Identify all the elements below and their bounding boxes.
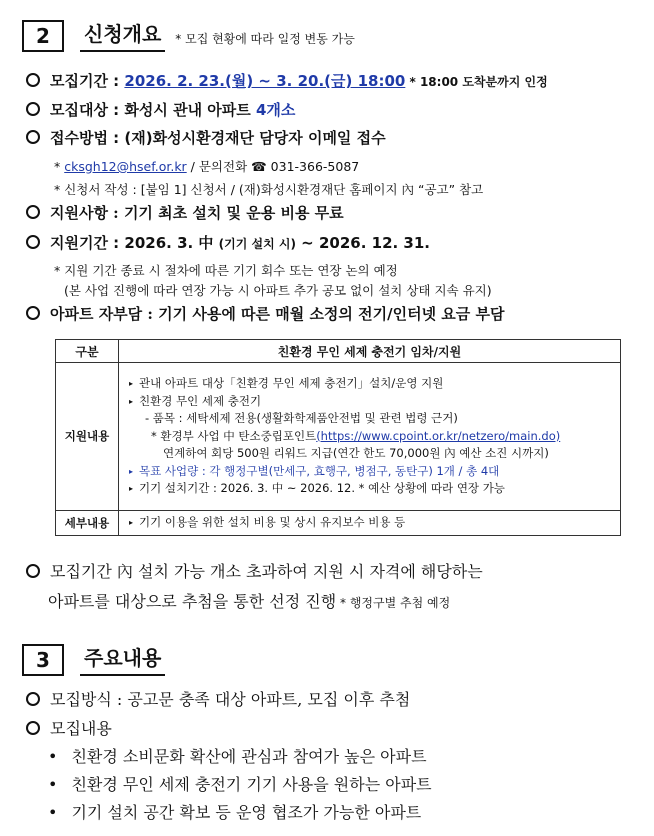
section-3-header bbox=[22, 644, 165, 676]
lottery-line-1: 모집기간 內 설치 가능 개소 초과하여 지원 시 자격에 해당하는 bbox=[26, 559, 483, 582]
period-label: 모집기간 : bbox=[50, 72, 125, 90]
circle-bullet-icon bbox=[26, 721, 40, 735]
row-content-detail: ▸ 기기 이용을 위한 설치 비용 및 상시 유지보수 비용 등 bbox=[119, 510, 621, 535]
phone-text: / 문의전화 ☎ 031-366-5087 bbox=[186, 159, 360, 174]
period-line bbox=[26, 70, 548, 91]
support-period-end: ~ 2026. 12. 31. bbox=[295, 234, 431, 252]
target-count: 4개소 bbox=[256, 101, 296, 119]
method-line bbox=[26, 127, 386, 148]
section-title: 주요내용 bbox=[80, 644, 165, 676]
triangle-bullet-icon: ▸ bbox=[129, 396, 134, 406]
list-item: • 기기 설치 공간 확보 등 운영 협조가 가능한 아파트 bbox=[48, 803, 422, 822]
support-period-note-2: (본 사업 진행에 따라 연장 가능 시 아파트 추가 공모 없이 설치 상태 지속 유지) bbox=[64, 283, 492, 298]
circle-bullet-icon bbox=[26, 692, 40, 706]
list-item: • 친환경 무인 세제 충전기 기기 사용을 원하는 아파트 bbox=[48, 775, 432, 794]
support-period-label: 지원기간 : 2026. 3. 中 bbox=[50, 234, 219, 252]
circle-bullet-icon bbox=[26, 130, 40, 144]
support-table bbox=[55, 339, 621, 536]
dot-bullet-icon: • bbox=[48, 803, 58, 822]
row-content-support: ▸ 관내 아파트 대상「친환경 무인 세제 충전기」설치/운영 지원 ▸ 친환경 무인 세제 충전기 - 품목 : 세탁세제 전용(생활화학제품안전법 및 관련 법령 근거) * 환경부 사업 中 탄소중립포인트(https://www.cpoint.or.kr/netzero/main.do) 연계하여 회당 500원 리워드 지급(연간 한도 70,000원 內 예산 소진 시까지) ▸ 목표 사업량 : 각 행정구별(만세구, 효행구, 병점구, 동탄구) 1개 / 총 4대 ▸ 기기 설치기간 : 2026. 3. 中 ~ 2026. 12. * 예산 상황에 따라 연장 가능 bbox=[119, 363, 621, 511]
cpoint-link[interactable]: (https://www.cpoint.or.kr/netzero/main.do) bbox=[316, 428, 561, 443]
target-label: 모집대상 : 화성시 관내 아파트 bbox=[50, 101, 256, 119]
triangle-bullet-icon: ▸ bbox=[129, 484, 134, 493]
circle-bullet-icon bbox=[26, 306, 40, 320]
section-2-header bbox=[22, 20, 355, 52]
table-header-row bbox=[56, 340, 621, 363]
table-header-content: 친환경 무인 세제 충전기 임차/지원 bbox=[119, 340, 621, 363]
target-line bbox=[26, 99, 295, 120]
burden-line bbox=[26, 303, 504, 324]
lottery-line-2: 아파트를 대상으로 추첨을 통한 선정 진행 * 행정구별 추첨 예정 bbox=[48, 592, 451, 611]
support-line bbox=[26, 202, 344, 223]
table-row bbox=[56, 363, 621, 511]
dot-bullet-icon: • bbox=[48, 747, 58, 766]
period-value: 2026. 2. 23.(월) ~ 3. 20.(금) 18:00 bbox=[124, 72, 406, 90]
list-item: • 친환경 소비문화 확산에 관심과 참여가 높은 아파트 bbox=[48, 747, 427, 766]
table-header-category: 구분 bbox=[56, 340, 119, 363]
main-method-line: 모집방식 : 공고문 충족 대상 아파트, 모집 이후 추첨 bbox=[26, 687, 410, 710]
circle-bullet-icon bbox=[26, 564, 40, 578]
support-period-paren: (기기 설치 시) bbox=[218, 237, 296, 251]
section-number: 3 bbox=[22, 644, 64, 676]
method-label: 접수방법 : (재)화성시환경재단 담당자 이메일 접수 bbox=[50, 129, 386, 147]
section-note: * 모집 현황에 따라 일정 변동 가능 bbox=[175, 32, 355, 46]
row-label-support: 지원내용 bbox=[56, 363, 119, 511]
method-contact: * cksgh12@hsef.or.kr / 문의전화 ☎ 031-366-5087 bbox=[54, 159, 360, 174]
method-form-note: * 신청서 작성 : [붙임 1] 신청서 / (재)화성시환경재단 홈페이지 內 “공고” 참고 bbox=[54, 182, 484, 197]
main-content-line: 모집내용 bbox=[26, 716, 112, 739]
table-row bbox=[56, 510, 621, 535]
section-number: 2 bbox=[22, 20, 64, 52]
email-link[interactable]: cksgh12@hsef.or.kr bbox=[64, 159, 187, 174]
burden-label: 아파트 자부담 : 기기 사용에 따른 매월 소정의 전기/인터넷 요금 부담 bbox=[50, 305, 505, 323]
circle-bullet-icon bbox=[26, 205, 40, 219]
support-period-note-1: * 지원 기간 종료 시 절차에 따른 기기 회수 또는 연장 논의 예정 bbox=[54, 263, 398, 278]
triangle-bullet-icon: ▸ bbox=[129, 517, 134, 527]
triangle-bullet-icon: ▸ bbox=[129, 379, 134, 388]
circle-bullet-icon bbox=[26, 73, 40, 87]
circle-bullet-icon bbox=[26, 235, 40, 249]
triangle-bullet-icon: ▸ bbox=[129, 466, 134, 476]
support-period-line bbox=[26, 232, 430, 253]
circle-bullet-icon bbox=[26, 102, 40, 116]
support-label: 지원사항 : 기기 최초 설치 및 운용 비용 무료 bbox=[50, 204, 344, 222]
period-note: * 18:00 도착분까지 인정 bbox=[405, 75, 548, 89]
dot-bullet-icon: • bbox=[48, 775, 58, 794]
section-title: 신청개요 bbox=[80, 20, 165, 52]
row-label-detail: 세부내용 bbox=[56, 510, 119, 535]
